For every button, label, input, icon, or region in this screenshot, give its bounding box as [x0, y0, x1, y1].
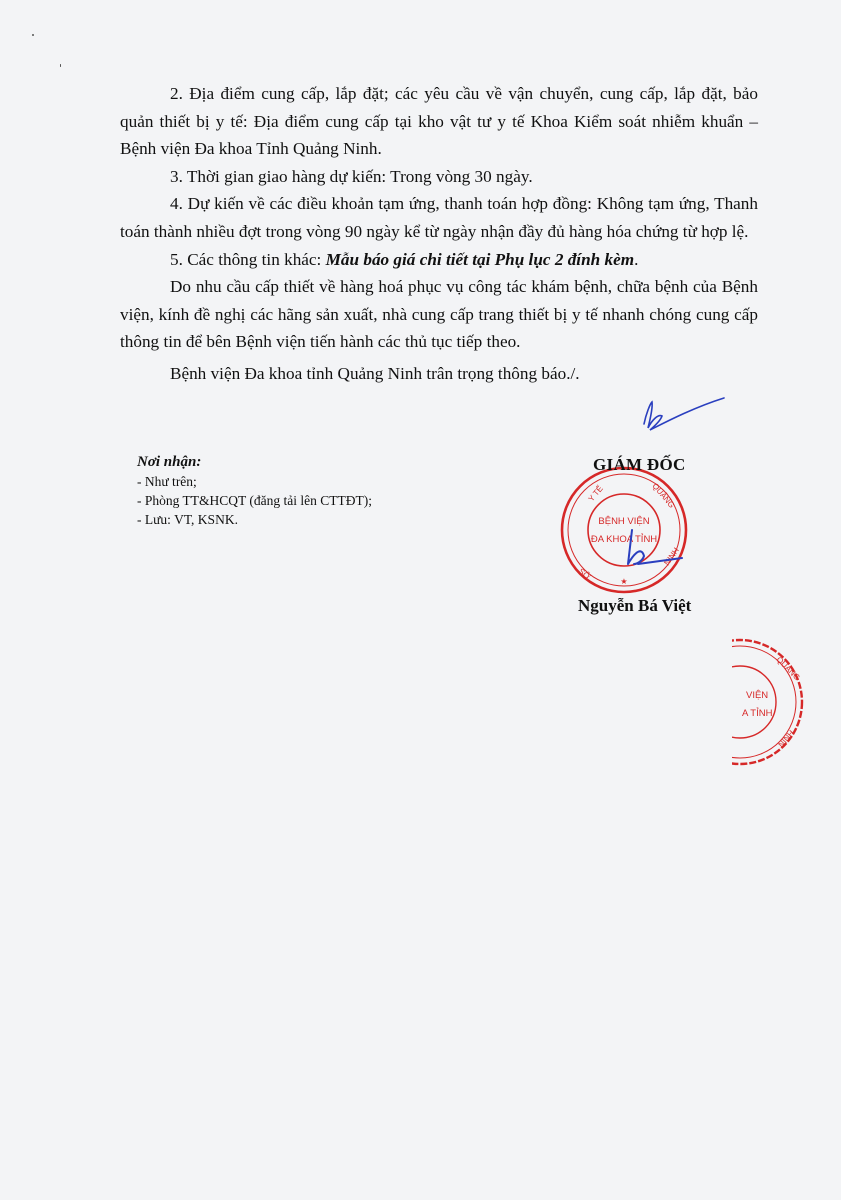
- seal-line-1: BỆNH VIỆN: [598, 516, 650, 527]
- signer-name: Nguyễn Bá Việt: [578, 596, 692, 615]
- seal-ring-right: QUẢNG: [650, 481, 677, 510]
- signer-title: GIÁM ĐỐC: [593, 455, 686, 474]
- other-info-label: 5. Các thông tin khác:: [170, 249, 326, 269]
- partial-margin-seal: [732, 636, 841, 772]
- paragraph-other-info: [120, 246, 758, 274]
- director-signature: [600, 520, 696, 580]
- paragraph-delivery-location: 2. Địa điểm cung cấp, lắp đặt; các yêu cầu về vận chuyển, cung cấp, lắp đặt, bảo quản thiết bị y tế: Địa điểm cung cấp tại kho vật tư y tế Khoa Kiểm soát nhiễm khuẩn – Bệnh viện Đa khoa Tỉnh Quảng Ninh.: [120, 84, 758, 159]
- partial-seal-ring: QUẢNG: [774, 655, 802, 683]
- other-info-end: .: [634, 249, 639, 269]
- seal-line-2: ĐA KHOA TỈNH: [590, 534, 658, 545]
- partial-seal-line-1: VIỆN: [746, 690, 769, 701]
- recipient-item: - Lưu: VT, KSNK.: [137, 512, 238, 527]
- scan-speck: [32, 34, 34, 36]
- paragraph-payment-terms: 4. Dự kiến về các điều khoản tạm ứng, thanh toán hợp đồng: Không tạm ứng, Thanh toán thành nhiều đợt trong vòng 90 ngày kể từ ngày nhận đầy đủ hàng hóa chứng từ hợp lệ.: [120, 194, 758, 241]
- recipients-block: [137, 452, 372, 529]
- seal-ring-bottom-right: NINH: [662, 545, 681, 568]
- letter-body: [120, 80, 758, 388]
- recipient-item: - Phòng TT&HCQT (đăng tải lên CTTĐT);: [137, 493, 372, 508]
- seal-ring-bottom: SỞ: [576, 566, 592, 582]
- scan-speck: [60, 64, 61, 67]
- other-info-emphasis: Mẫu báo giá chi tiết tại Phụ lục 2 đính kèm: [325, 249, 635, 269]
- handwritten-initial: [622, 394, 732, 438]
- recipients-heading: Nơi nhận:: [137, 454, 202, 470]
- paragraph-delivery-time: 3. Thời gian giao hàng dự kiến: Trong vòng 30 ngày.: [170, 166, 533, 186]
- recipient-item: - Như trên;: [137, 474, 197, 489]
- partial-seal-line-2: A TỈNH: [742, 708, 773, 719]
- partial-seal-ring-bottom: NINH: [776, 728, 797, 750]
- paragraph-request: Do nhu cầu cấp thiết về hàng hoá phục vụ công tác khám bệnh, chữa bệnh của Bệnh viện, kính đề nghị các hãng sản xuất, nhà cung cấp trang thiết bị y tế nhanh chóng cung cấp thông tin để bên Bệnh viện tiến hành các thủ tục tiếp theo.: [120, 277, 758, 352]
- seal-ring-left: Y TẾ: [586, 484, 605, 504]
- seal-star-icon: ★: [620, 577, 628, 586]
- paragraph-closing: Bệnh viện Đa khoa tỉnh Quảng Ninh trân trọng thông báo./.: [170, 363, 580, 383]
